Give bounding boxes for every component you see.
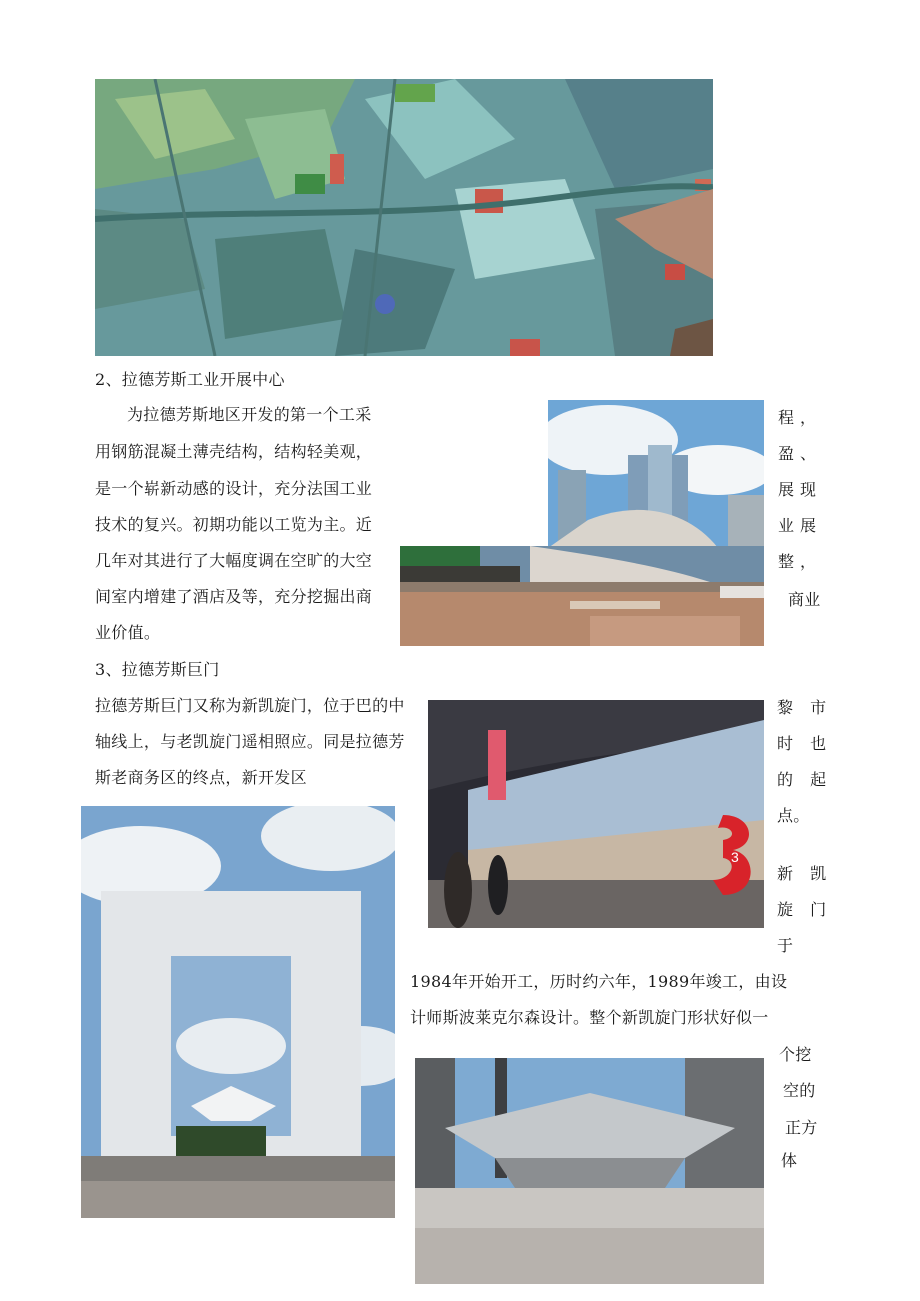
section-3-side-text: 点。 (777, 806, 810, 825)
section-3-side-text: 黎 市 (777, 698, 833, 717)
section-3-side-text-2: 正方 (785, 1118, 818, 1137)
section-2-side-text: 商业 (788, 590, 821, 609)
section-3-side-text: 新 凯 (777, 864, 833, 883)
section-2-line: 技术的复兴。初期功能以工览为主。近 (95, 515, 373, 534)
grande-arche-photo (81, 806, 395, 1218)
section-2-side-text: 盈、 (778, 444, 823, 463)
section-3-side-text: 旋 门 (777, 900, 833, 919)
section-2-side-text: 业展 (778, 516, 823, 535)
section-3-side-text-2: 个挖 (779, 1045, 812, 1064)
section-2-line: 是一个崭新动感的设计，充分法国工业 (95, 479, 373, 498)
section-3-side-text: 的 起 (777, 770, 833, 789)
section-3-line: 拉德芳斯巨门又称为新凯旋门，位于巴的中 (95, 696, 405, 715)
section-2-heading: 2、拉德芳斯工业开展中心 (95, 370, 285, 389)
cnit-building-photo (548, 400, 764, 548)
section-2-line: 间室内增建了酒店及等，充分挖掘出商 (95, 587, 373, 606)
section-3-line: 轴线上，与老凯旋门遥相照应。同是拉德芳 (95, 732, 405, 751)
section-2-line: 业价值。 (95, 623, 161, 642)
section-2-side-text: 展现 (778, 480, 823, 499)
cnit-plaza-photo (400, 546, 764, 646)
mall-sign-number: 3 (731, 849, 739, 865)
section-3-side-text: 于 (777, 936, 800, 955)
section-3-body-line: 计师斯波莱克尔森设计。整个新凯旋门形状好似一 (410, 1008, 769, 1027)
section-3-side-text-2: 空的 (783, 1081, 816, 1100)
section-3-heading: 3、拉德芳斯巨门 (95, 660, 220, 679)
section-2-side-text: 程， (778, 408, 823, 427)
section-2-line: 用钢筋混凝土薄壳结构，结构轻美观， (95, 442, 373, 461)
section-3-side-text-2: 体 (781, 1151, 798, 1170)
section-2-side-text: 整， (778, 552, 823, 571)
section-2-line: 几年对其进行了大幅度调在空旷的大空 (95, 551, 373, 570)
section-3-side-text: 时 也 (777, 734, 833, 753)
city-planning-map-photo (95, 79, 713, 356)
section-2-line: 为拉德芳斯地区开发的第一个工采 (127, 405, 372, 424)
section-3-line: 斯老商务区的终点，新开发区 (95, 768, 307, 787)
mall-interior-photo (428, 700, 764, 928)
section-3-body-line: 1984年开始开工，历时约六年，1989年竣工，由设 (410, 972, 788, 991)
arche-canopy-steps-photo (415, 1058, 764, 1284)
